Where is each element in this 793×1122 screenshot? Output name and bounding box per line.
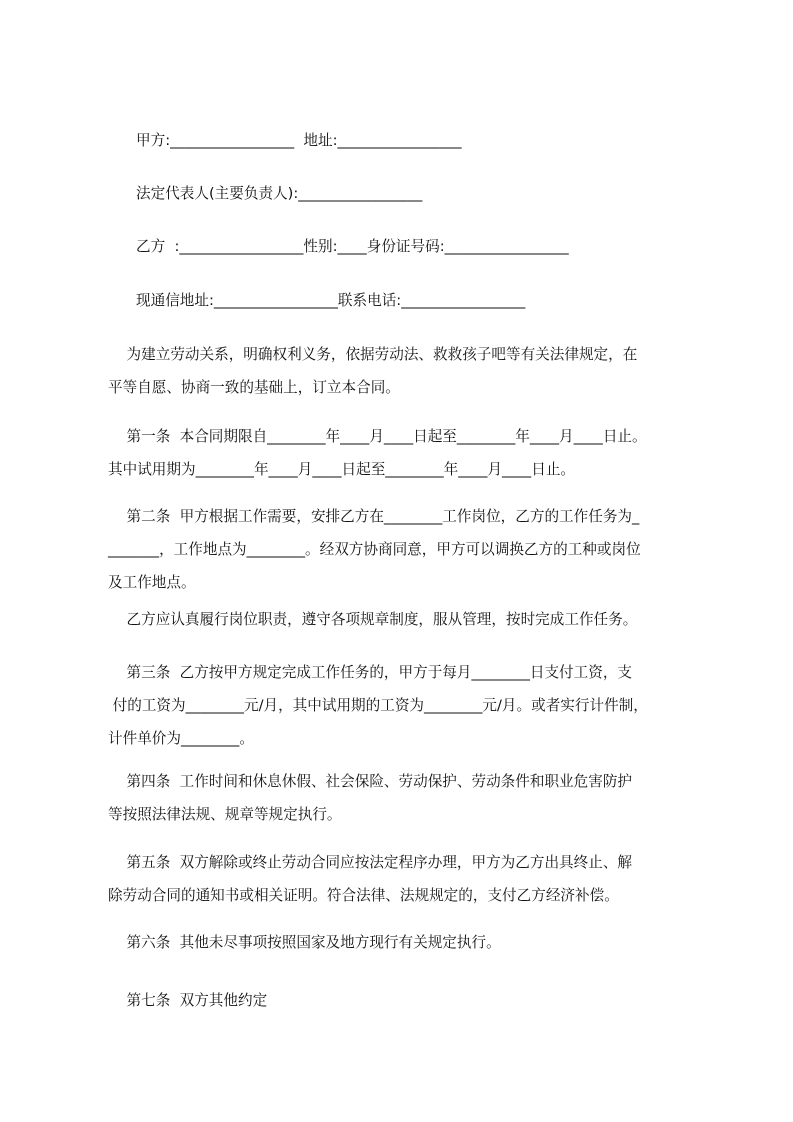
contact-address-phone-line: 现通信地址:_________________联系电话:_________________ bbox=[136, 292, 526, 309]
duty-paragraph bbox=[108, 603, 708, 636]
article-7-paragraph bbox=[108, 984, 708, 1017]
party-a-address-line: 甲方:_________________ 地址:_________________ bbox=[136, 132, 462, 149]
article-6-paragraph bbox=[108, 926, 708, 959]
article-row: 其中试用期为________年____月____日起至________年____月____日止。 bbox=[108, 461, 576, 478]
intro-paragraph bbox=[108, 338, 708, 404]
article-row: 及工作地点。 bbox=[108, 574, 196, 591]
party-b-identity-line: 乙方 :_________________性别:____身份证号码:_________________ bbox=[136, 238, 569, 255]
intro-row: 为建立劳动关系，明确权利义务，依据劳动法、救救孩子吧等有关法律规定，在 bbox=[108, 346, 638, 363]
article-row: 第五条 双方解除或终止劳动合同应按法定程序办理，甲方为乙方出具终止、解 bbox=[108, 854, 633, 871]
legal-representative-line: 法定代表人(主要负责人):_________________ bbox=[136, 185, 423, 202]
article-5-paragraph bbox=[108, 846, 708, 912]
article-row: 第二条 甲方根据工作需要，安排乙方在________工作岗位，乙方的工作任务为_ bbox=[108, 508, 640, 525]
article-row: 第七条 双方其他约定 bbox=[108, 992, 268, 1009]
article-row: 第六条 其他未尽事项按照国家及地方现行有关规定执行。 bbox=[108, 934, 501, 951]
intro-row: 平等自愿、协商一致的基础上，订立本合同。 bbox=[108, 379, 400, 396]
article-3-paragraph bbox=[108, 656, 708, 755]
article-row: 等按照法律法规、规章等规定执行。 bbox=[108, 806, 342, 823]
article-row: 第四条 工作时间和休息休假、社会保险、劳动保护、劳动条件和职业危害防护 bbox=[108, 773, 633, 790]
article-row: 第一条 本合同期限自________年____月____日起至________年____月____日止。 bbox=[108, 428, 647, 445]
duty-row: 乙方应认真履行岗位职责，遵守各项规章制度，服从管理，按时完成工作任务。 bbox=[108, 611, 638, 628]
article-4-paragraph bbox=[108, 765, 708, 831]
article-row: 计件单价为________。 bbox=[108, 730, 254, 747]
article-row: 除劳动合同的通知书或相关证明。符合法律、法规规定的，支付乙方经济补偿。 bbox=[108, 887, 619, 904]
article-row: _______，工作地点为________。经双方协商同意，甲方可以调换乙方的工种或岗位 bbox=[108, 541, 641, 558]
article-row: 第三条 乙方按甲方规定完成工作任务的，甲方于每月________日支付工资，支 bbox=[108, 664, 633, 681]
article-2-paragraph bbox=[108, 500, 708, 599]
article-row: 付的工资为________元/月，其中试用期的工资为________元/月。或者实行计件制， bbox=[108, 697, 648, 714]
article-1-paragraph bbox=[108, 420, 708, 486]
